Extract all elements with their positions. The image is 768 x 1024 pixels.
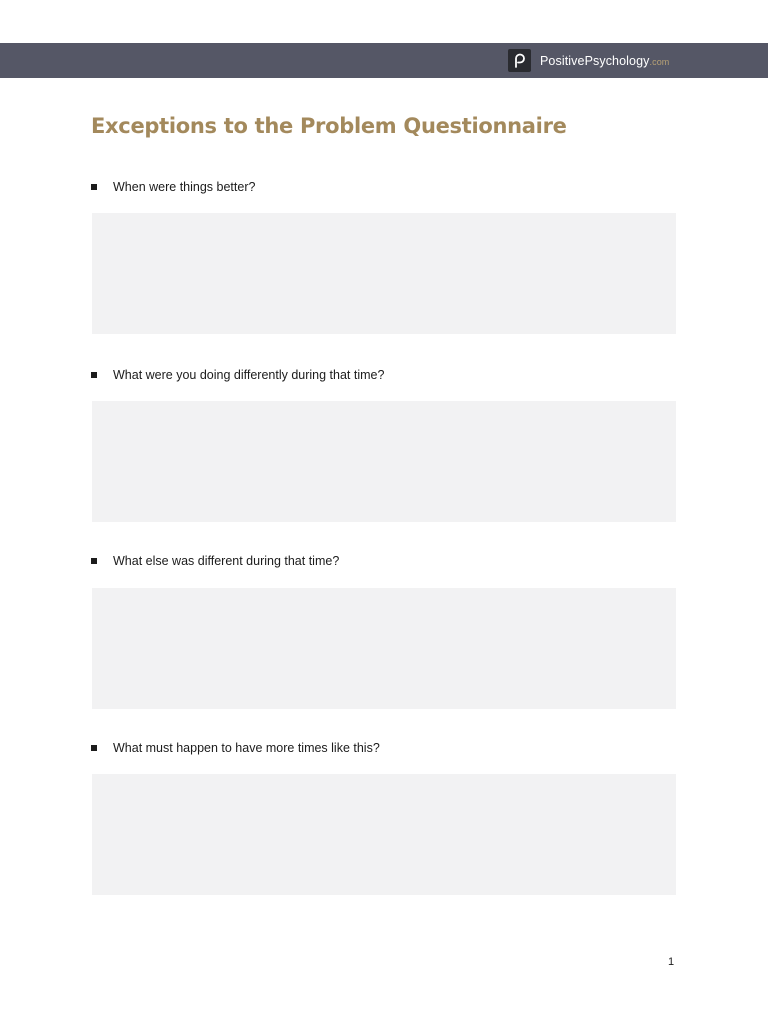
logo-name: PositivePsychology	[540, 53, 650, 68]
logo-text	[540, 54, 669, 68]
page-title: Exceptions to the Problem Questionnaire	[91, 114, 567, 138]
bullet-icon	[91, 745, 97, 751]
logo-tld: .com	[649, 56, 670, 67]
bullet-icon	[91, 558, 97, 564]
question-text: What else was different during that time?	[113, 554, 340, 568]
question-1	[91, 180, 255, 194]
question-2	[91, 368, 384, 382]
positivepsychology-logo[interactable]	[508, 49, 669, 72]
page-number: 1	[668, 956, 675, 968]
bullet-icon	[91, 184, 97, 190]
question-text: When were things better?	[113, 180, 256, 194]
question-4	[91, 741, 380, 755]
question-3	[91, 554, 339, 568]
question-text: What must happen to have more times like this?	[113, 741, 380, 755]
answer-box-1[interactable]	[92, 213, 676, 334]
answer-box-4[interactable]	[92, 774, 676, 895]
question-text: What were you doing differently during that time?	[113, 368, 385, 382]
bullet-icon	[91, 372, 97, 378]
answer-box-2[interactable]	[92, 401, 676, 522]
answer-box-3[interactable]	[92, 588, 676, 709]
logo-p-icon	[508, 49, 531, 72]
